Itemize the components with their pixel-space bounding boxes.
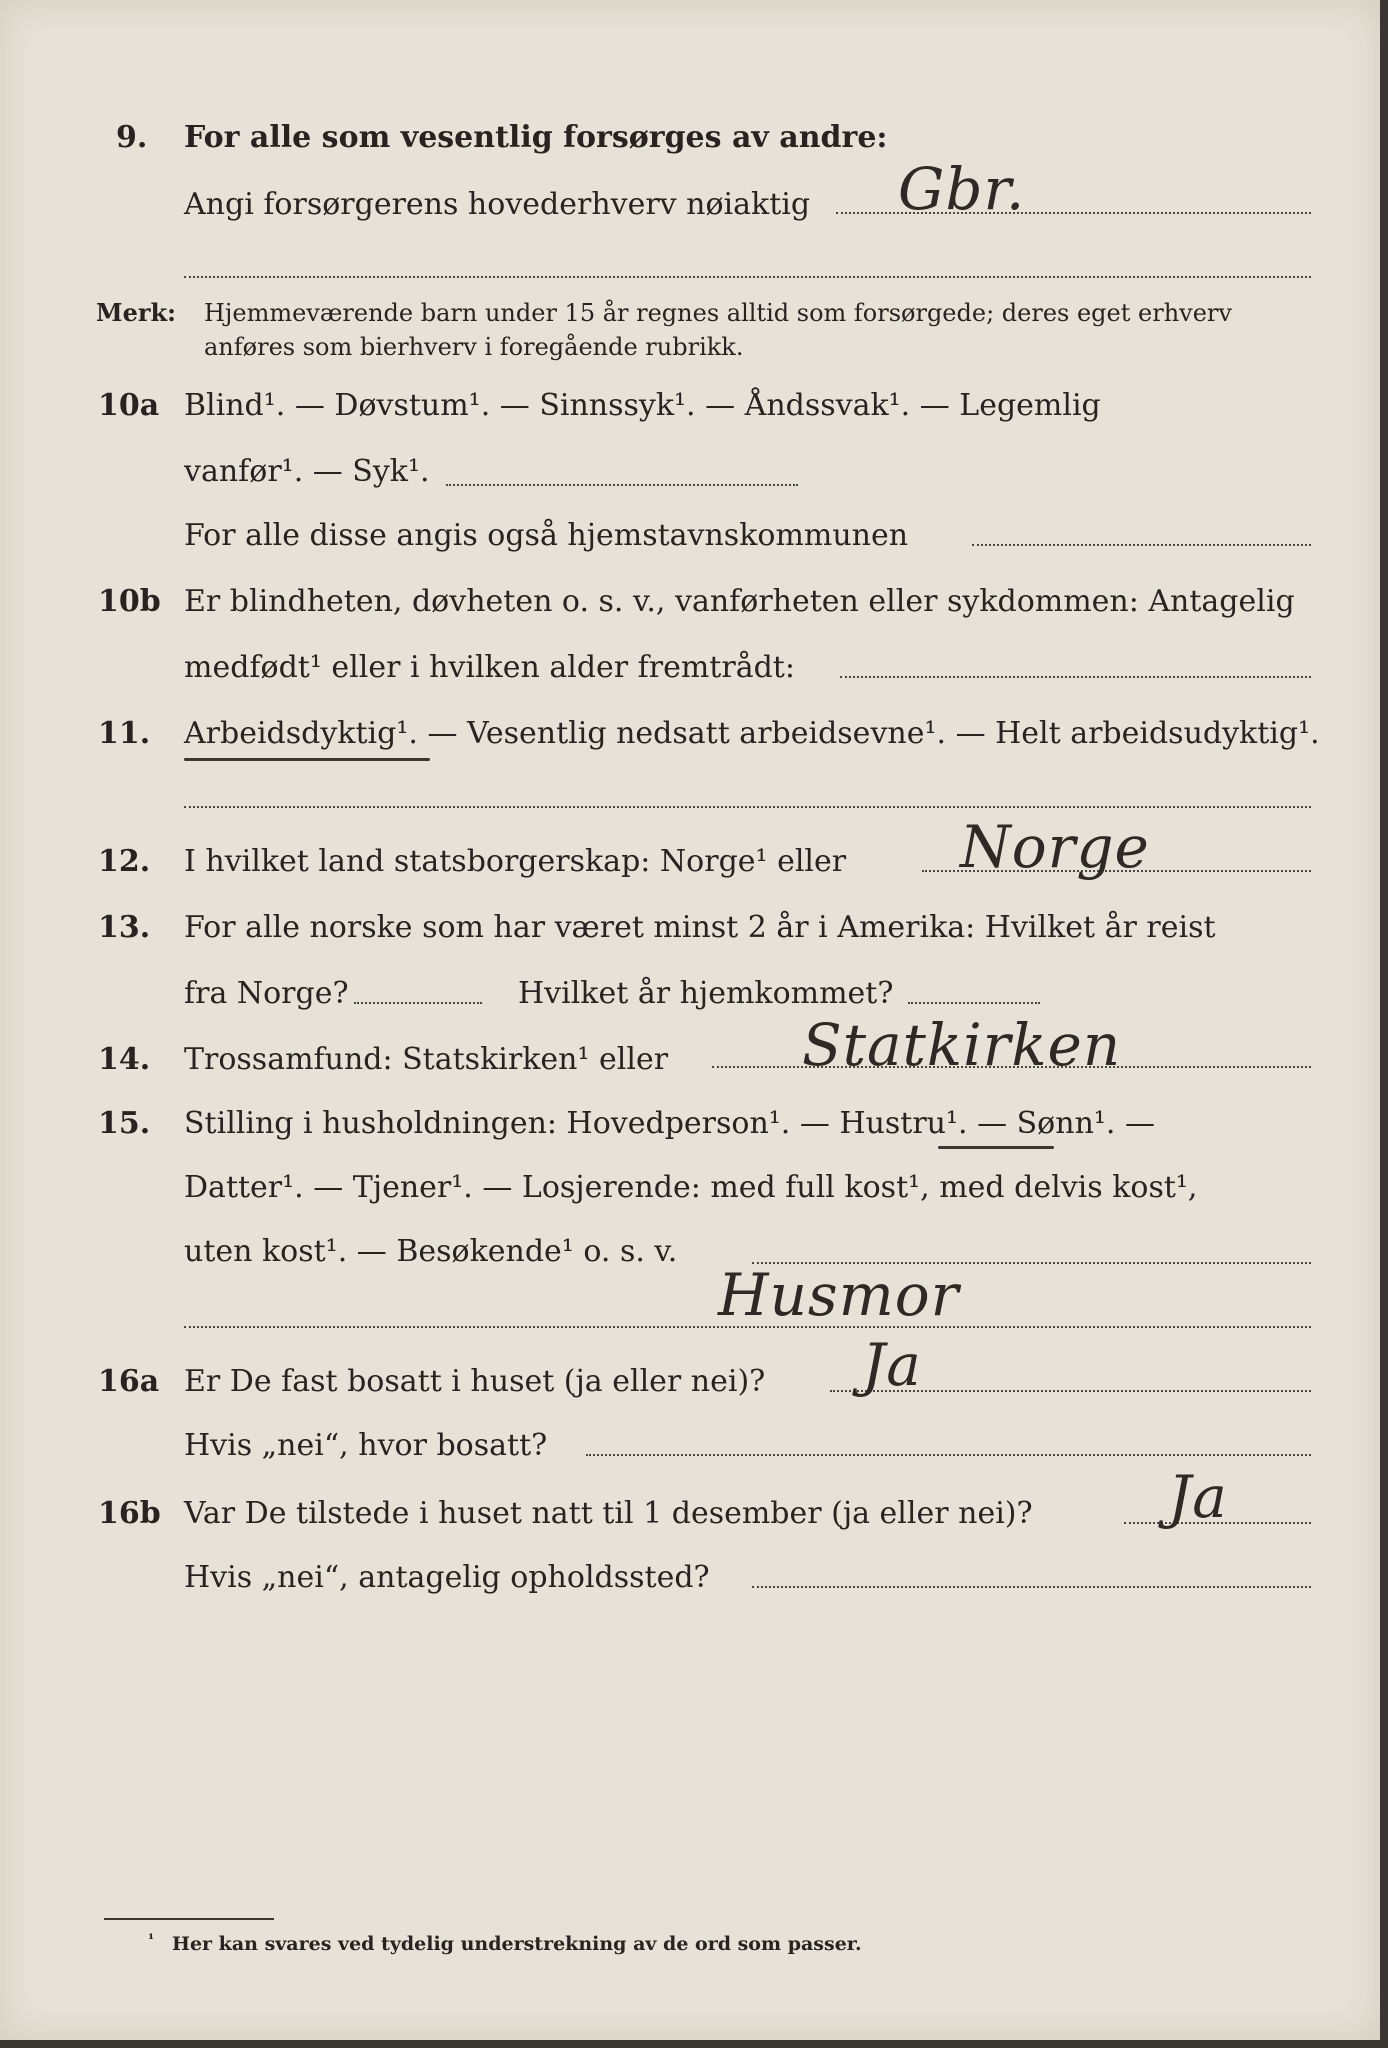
q11-underline-mark — [184, 758, 430, 761]
q16b-sub-answer-line — [752, 1586, 1311, 1588]
q13-right-answer-line — [908, 1002, 1040, 1004]
q16a-sub-answer-line — [586, 1454, 1311, 1456]
q14-handwritten-answer: Statkirken — [802, 1011, 1122, 1079]
q10b-question: Er blindheten, døvheten o. s. v., vanførheten eller sykdommen: Antagelig — [184, 584, 1295, 619]
q16a-number: 16a — [98, 1364, 160, 1399]
q14-question: Trossamfund: Statskirken¹ eller — [184, 1042, 669, 1077]
q10a-answer-line — [446, 484, 798, 486]
q13-number: 13. — [98, 910, 151, 945]
q9-number: 9. — [116, 120, 148, 155]
q11-answer-line — [184, 806, 1311, 808]
q10a-question: Blind¹. — Døvstum¹. — Sinnssyk¹. — Åndssvak¹. — Legemlig — [184, 388, 1101, 423]
q10a-hometown-question: For alle disse angis også hjemstavnskommunen — [184, 518, 909, 553]
q10a-number: 10a — [98, 388, 160, 423]
q10b-answer-line — [840, 676, 1311, 678]
q10a-hometown-line — [972, 544, 1311, 546]
q16b-question: Var De tilstede i huset natt til 1 desember (ja eller nei)? — [184, 1496, 1033, 1531]
q15-question-cont-2: uten kost¹. — Besøkende¹ o. s. v. — [184, 1234, 678, 1269]
q16a-question: Er De fast bosatt i huset (ja eller nei)? — [184, 1364, 766, 1399]
q9-subquestion: Angi forsørgerens hovederhverv nøiaktig — [184, 187, 811, 222]
q13-question: For alle norske som har været minst 2 år i Amerika: Hvilket år reist — [184, 910, 1216, 945]
q15-question: Stilling i husholdningen: Hovedperson¹. — Hustru¹. — Sønn¹. — — [184, 1106, 1155, 1141]
q14-number: 14. — [98, 1042, 151, 1077]
footnote-mark: ¹ — [148, 1932, 155, 1948]
q16b-handwritten-answer: Ja — [1168, 1463, 1228, 1531]
note-label: Merk: — [96, 298, 176, 327]
q9-answer-line-2 — [184, 276, 1311, 278]
q15-handwritten-answer: Husmor — [718, 1261, 960, 1329]
footnote-text: Her kan svares ved tydelig understrekning av de ord som passer. — [172, 1933, 862, 1955]
q13-left-question: fra Norge? — [184, 976, 349, 1011]
q9-question: For alle som vesentlig forsørges av andre: — [184, 120, 888, 155]
q13-right-question: Hvilket år hjemkommet? — [518, 976, 894, 1011]
q10b-question-cont: medfødt¹ eller i hvilken alder fremtrådt: — [184, 650, 795, 685]
q15-underline-mark — [938, 1146, 1054, 1149]
q11-number: 11. — [98, 716, 151, 751]
q16a-handwritten-answer: Ja — [862, 1331, 922, 1399]
q12-number: 12. — [98, 844, 151, 879]
q12-question: I hvilket land statsborgerskap: Norge¹ eller — [184, 844, 847, 879]
q9-handwritten-answer: Gbr. — [898, 155, 1026, 223]
q15-question-cont: Datter¹. — Tjener¹. — Losjerende: med full kost¹, med delvis kost¹, — [184, 1170, 1198, 1205]
footnote-rule — [104, 1918, 274, 1920]
q15-number: 15. — [98, 1106, 151, 1141]
q16b-subquestion: Hvis „nei“, antagelig opholdssted? — [184, 1560, 710, 1595]
q16b-number: 16b — [98, 1496, 161, 1531]
q12-handwritten-answer: Norge — [960, 813, 1150, 881]
note-line-2: anføres som bierhverv i foregående rubrikk. — [204, 333, 744, 361]
q16a-subquestion: Hvis „nei“, hvor bosatt? — [184, 1428, 548, 1463]
q10b-number: 10b — [98, 584, 161, 619]
note-line-1: Hjemmeværende barn under 15 år regnes alltid som forsørgede; deres eget erhverv — [204, 299, 1232, 327]
q11-question: Arbeidsdyktig¹. — Vesentlig nedsatt arbeidsevne¹. — Helt arbeidsudyktig¹. — [184, 716, 1320, 751]
q13-left-answer-line — [354, 1002, 482, 1004]
q10a-question-cont: vanfør¹. — Syk¹. — [184, 454, 430, 489]
q15-answer-line-2 — [184, 1326, 1311, 1328]
